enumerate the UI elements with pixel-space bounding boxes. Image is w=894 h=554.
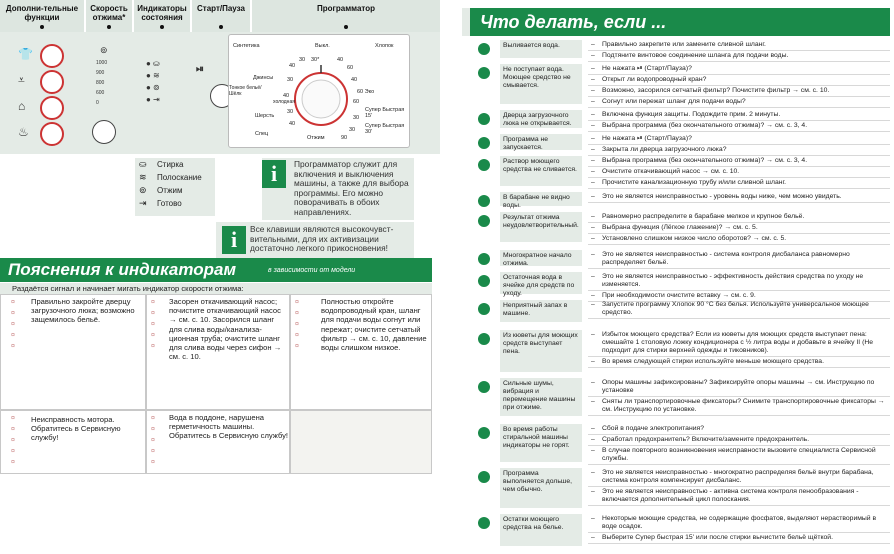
solution-list [588, 378, 890, 416]
problem-text: Неприятный запах в машине. [500, 300, 582, 322]
solution-item: – Правильно закрепите или замените сливной шланг. [588, 40, 890, 51]
speed-600: 600 [96, 90, 105, 96]
legend-wash [135, 158, 215, 171]
solution-list [588, 300, 890, 319]
bullet-icon [478, 67, 490, 79]
spin-icon: ⊚ [100, 45, 108, 55]
solution-item: – Не нажата ⏯ (Старт/Пауза)? [588, 64, 890, 75]
dial-temp: 30* [311, 57, 320, 63]
dial-super15-label: Супер Быстрая 15' [365, 107, 405, 119]
dial-wool-label: Шерсть [255, 113, 275, 119]
dial-super30-label: Супер Быстрая 30' [365, 123, 405, 135]
indicator-text: Вода в поддоне, нарушена герметичность машины. Обратитесь в Сервисную службу! [169, 413, 289, 441]
problem-text: Остаточная вода в ячейке для средств по уходу. [500, 272, 582, 294]
problem-text: Из кюветы для моющих средств выступает пена. [500, 330, 582, 372]
solution-item: – Это не является неисправностью - система контроля дисбаланса равномерно распределяет бельё. [588, 250, 890, 269]
solution-list [588, 272, 890, 302]
bullet-icon [478, 471, 490, 483]
problem-text: Дверца загрузочного люка не открывается. [500, 110, 582, 128]
troubleshooting-row [470, 330, 894, 374]
dial-synthetics-label: Синтетика [233, 43, 260, 49]
problem-text: Сильные шумы, вибрация и перемещение машины при отжиме. [500, 378, 582, 416]
legend-done [135, 197, 215, 210]
legend-spin [135, 184, 215, 197]
troubleshooting-title: Что делать, если ... [470, 8, 890, 36]
solution-item: – Подтяните винтовое соединение шланга для подачи воды. [588, 51, 890, 62]
bullet-icon [478, 253, 490, 265]
solution-item: – Выбрана программа (без окончательного отжима)? → см. с. 3, 4. [588, 121, 890, 132]
dial-temp: 30 [353, 115, 360, 121]
speed-1000: 1000 [96, 60, 108, 66]
solution-item: – Открыт ли водопроводный кран? [588, 75, 890, 86]
solution-item: – Запустите программу Хлопок 90 °C без белья. Используйте универсальное моющее средство. [588, 300, 890, 319]
legend-label: Готово [157, 199, 182, 208]
solution-item: – Выбрана функция (Лёгкое глажение)? → см. с. 5. [588, 223, 890, 234]
solution-list [588, 330, 890, 368]
header-label: Дополни-тельные функции [5, 4, 79, 22]
solution-list [588, 192, 890, 203]
function-button-4[interactable] [40, 122, 64, 146]
solution-item: – Не нажата ⏯ (Старт/Пауза)? [588, 134, 890, 145]
info-box-programmer [262, 158, 414, 220]
header-label: Старт/Пауза [197, 4, 245, 13]
info-icon: i [222, 226, 246, 254]
dial-cotton-label: Хлопок [375, 43, 394, 49]
solution-item: – Сбой в подаче электропитания? [588, 424, 890, 435]
spin-speed-button[interactable] [92, 120, 116, 144]
solution-item: – Это не является неисправностью - многократно распределяя бельё внутри барабана, система контроля компенсирует дисбаланс. [588, 468, 890, 487]
troubleshooting-row [470, 514, 894, 548]
solution-item: – Возможно, засорился сетчатый фильтр? Почистите фильтр → см. с. 10. [588, 86, 890, 97]
bullet-icon [478, 333, 490, 345]
dial-eco-label: 60 Эко [357, 89, 375, 95]
problem-text: Раствор моющего средства не сливается. [500, 156, 582, 186]
indicator-cell-5 [146, 410, 290, 474]
speed-800: 800 [96, 80, 105, 86]
solution-list [588, 468, 890, 506]
problem-text: Выливается вода. [500, 40, 582, 58]
indicator-cell-empty [290, 410, 432, 474]
rinse-indicator-icon: ● ≋ [146, 71, 160, 80]
left-page [0, 0, 440, 554]
spin-indicator-icon: ● ⊚ [146, 83, 160, 92]
dial-temp: 40 [289, 121, 296, 127]
header-label: Скорость отжима* [90, 4, 128, 22]
solution-list [588, 250, 890, 269]
bullet-icon [478, 303, 490, 315]
problem-text: Остатки моющего средства на белье. [500, 514, 582, 546]
solution-item: – Включена функция защиты. Подождите прим. 2 минуты. [588, 110, 890, 121]
troubleshooting-row [470, 300, 894, 324]
indicators-section-band [0, 258, 432, 282]
indicator-text: Правильно закройте дверцу загрузочного люка; возможно защемилось бельё. [31, 297, 135, 325]
dial-temp: 30 [287, 109, 294, 115]
solution-item: – Сняты ли транспортировочные фиксаторы? Снимите транспортировочные фиксаторы → см. Инструкцию по установке. [588, 397, 890, 416]
shirt-icon: 👕 [18, 47, 33, 61]
problem-text: Многократное начало отжима. [500, 250, 582, 266]
solution-item: – При необходимости очистите вставку → см. с. 9. [588, 291, 890, 302]
rinse-icon: ♨ [18, 125, 29, 139]
dial-temp: 40 [283, 93, 290, 99]
solution-item: – Выберите Супер быстрая 15' или после стирки вычистите бельё щёткой. [588, 533, 890, 544]
speed-900: 900 [96, 70, 105, 76]
function-button-3[interactable] [40, 96, 64, 120]
solution-item: – В случае повторного возникновения неисправности вызовите специалиста Сервисной службы. [588, 446, 890, 465]
solution-item: – Прочистите канализационную трубу и/или сливной шланг. [588, 178, 890, 189]
blink-pattern-icon: ¤ ¤ ¤ ¤ ¤ [11, 299, 15, 350]
solution-item: – Очистите откачивающий насос → см. с. 10. [588, 167, 890, 178]
indicator-cell-3 [290, 294, 432, 410]
solution-item: – Согнут или пережат шланг для подачи воды? [588, 97, 890, 108]
problem-text: Во время работы стиральной машины индикаторы не горят. [500, 424, 582, 462]
speed-0: 0 [96, 100, 99, 106]
dial-temp: 40 [351, 77, 358, 83]
dial-temp: 40 [337, 57, 344, 63]
dial-off-label: Выкл. [315, 43, 330, 49]
solution-item: – Закрыта ли дверца загрузочного люка? [588, 145, 890, 156]
dial-temp: 60 [347, 65, 354, 71]
header-additional-functions [0, 0, 84, 32]
bullet-icon [478, 215, 490, 227]
dial-temp: 30 [299, 57, 306, 63]
section-intro: Раздаётся сигнал и начинает мигать индикатор скорости отжима: [0, 283, 432, 294]
indicator-cell-4 [0, 410, 146, 474]
troubleshooting-row [470, 250, 894, 268]
indicator-text: Полностью откройте водопроводный кран, шланг для подачи воды согнут или пережат; очистите сетчатый фильтр → см. с. 10, давление воды слишком низкое. [321, 297, 427, 353]
solution-item: – Это не является неисправностью - уровень воды ниже, чем можно увидеть. [588, 192, 890, 203]
header-status-indicators [134, 0, 190, 32]
dial-temp: 60 [353, 99, 360, 105]
problem-text: Программа выполняется дольше, чем обычно. [500, 468, 582, 508]
troubleshooting-row [470, 110, 894, 130]
problem-text: Не поступает вода. Моющее средство не смывается. [500, 64, 582, 104]
header-programmer [252, 0, 440, 32]
section-title: Пояснения к индикаторам [8, 260, 237, 279]
bullet-icon [478, 427, 490, 439]
dial-cold-label: холодная [273, 99, 295, 105]
dial-spin-label: Отжим [307, 135, 325, 141]
troubleshooting-row [470, 212, 894, 244]
iron-icon: ⌂ [18, 99, 26, 113]
solution-list [588, 40, 890, 62]
troubleshooting-row [470, 378, 894, 418]
water-plus-icon: ⩡ [18, 73, 25, 87]
blink-pattern-icon: ¤ ¤ ¤ ¤ ¤ [11, 415, 15, 466]
troubleshooting-row [470, 156, 894, 188]
right-page [470, 0, 894, 554]
header-label: Индикаторы состояния [137, 4, 187, 22]
function-button-2[interactable] [40, 70, 64, 94]
solution-item: – Опоры машины зафиксированы? Зафиксируйте опоры машины → см. Инструкцию по установке [588, 378, 890, 397]
status-legend [135, 158, 215, 216]
solution-item: – Во время следующей стирки используйте меньше моющего средства. [588, 357, 890, 368]
wash-indicator-icon: ● ⛀ [146, 59, 160, 68]
legend-label: Полоскание [157, 173, 202, 182]
bullet-icon [478, 517, 490, 529]
troubleshooting-row [470, 424, 894, 464]
solution-item: – Некоторые моющие средства, не содержащие фосфатов, выделяют нерастворимый в воде осадок. [588, 514, 890, 533]
dial-jeans-label: Джинсы [253, 75, 274, 81]
solution-list [588, 110, 890, 132]
bullet-icon [478, 137, 490, 149]
dial-center [302, 80, 340, 118]
indicator-cell-1 [0, 294, 146, 410]
dial-temp: 30 [287, 77, 294, 83]
solution-list [588, 212, 890, 245]
solution-list [588, 514, 890, 544]
bullet-icon [478, 381, 490, 393]
program-dial-panel [228, 34, 410, 148]
section-subtitle: в зависимости от модели [268, 267, 356, 274]
spin-icon: ⊚ [139, 185, 147, 195]
bullet-icon [478, 43, 490, 55]
info-box-keys [216, 222, 414, 258]
problem-text: В барабане не видно воды. [500, 192, 582, 206]
solution-list [588, 64, 890, 108]
header-start-pause [192, 0, 250, 32]
blink-pattern-icon: ¤ ¤ ¤ ¤ ¤ [295, 299, 299, 350]
blink-pattern-icon: ¤ ¤ ¤ ¤ ¤ [151, 415, 155, 466]
header-spin-speed [86, 0, 132, 32]
solution-list [588, 134, 890, 156]
solution-item: – Установлено слишком низкое число оборотов? → см. с. 5. [588, 234, 890, 245]
dial-temp: 90 [341, 135, 348, 141]
info-text: Все клавиши являются высокочувст-вительными, для их активизации достаточно легкого прикосновения! [250, 224, 394, 254]
dial-temp: 40 [289, 63, 296, 69]
rinse-icon: ≋ [139, 172, 147, 182]
indicator-cell-2 [146, 294, 290, 410]
dial-special-label: Спец [255, 131, 269, 137]
troubleshooting-row [470, 40, 894, 60]
bullet-icon [478, 159, 490, 171]
troubleshooting-row [470, 272, 894, 299]
solution-item: – Выбрана программа (без окончательного отжима)? → см. с. 3, 4. [588, 156, 890, 167]
dial-delicate-label: Тонкое бельё/Шёлк [229, 85, 262, 97]
troubleshooting-row [470, 192, 894, 208]
bullet-icon [478, 113, 490, 125]
bullet-icon [478, 195, 490, 207]
legend-label: Отжим [157, 186, 183, 195]
troubleshooting-row [470, 468, 894, 510]
legend-rinse [135, 171, 215, 184]
bullet-icon [478, 275, 490, 287]
info-text: Программатор служит для включения и выключения машины, а также для выбора программы. Его можно поворачивать в обоих направлениях. [294, 159, 409, 217]
header-label: Программатор [317, 4, 375, 13]
done-icon: ⇥ [139, 198, 147, 208]
indicator-text: Засорен откачивающий насос; почистите откачивающий насос → см. с. 10. Засорился шланг для слива воды/канализа-ционная труба; очистите шланг для слива воды через сифон → см. с. 10. [169, 297, 282, 362]
solution-item: – Это не является неисправностью - эффективность действия средства по уходу не изменяется. [588, 272, 890, 291]
solution-item: – Сработал предохранитель? Включите/замените предохранитель. [588, 435, 890, 446]
problem-text: Программа не запускается. [500, 134, 582, 150]
troubleshooting-row [470, 64, 894, 106]
troubleshooting-row [470, 134, 894, 152]
dial-temp: 30 [349, 127, 356, 133]
solution-item: – Избыток моющего средства? Если из кюветы для моющих средств выступает пена: смешайте 1 столовую ложку кондиционера с ½ литра воды и добавьте в ячейку II (Не подходит для стирки верхней одежды и тиковников). [588, 330, 890, 357]
info-icon: i [262, 160, 286, 188]
problem-text: Результат отжима неудовлетворительный. [500, 212, 582, 242]
done-indicator-icon: ● ⇥ [146, 95, 160, 104]
solution-item: – Это не является неисправностью - активна система контроля пенообразования - включается дополнительный цикл полоскания. [588, 487, 890, 506]
indicator-text: Неисправность мотора. Обратитесь в Сервисную службу! [31, 415, 121, 443]
wash-icon: ⛀ [139, 159, 147, 169]
start-pause-icon: ⏯ [196, 64, 204, 75]
blink-pattern-icon: ¤ ¤ ¤ ¤ ¤ [151, 299, 155, 350]
legend-label: Стирка [157, 160, 184, 169]
solution-list [588, 424, 890, 465]
solution-list [588, 156, 890, 189]
function-button-1[interactable] [40, 44, 64, 68]
solution-item: – Равномерно распределите в барабане мелкое и крупное бельё. [588, 212, 890, 223]
